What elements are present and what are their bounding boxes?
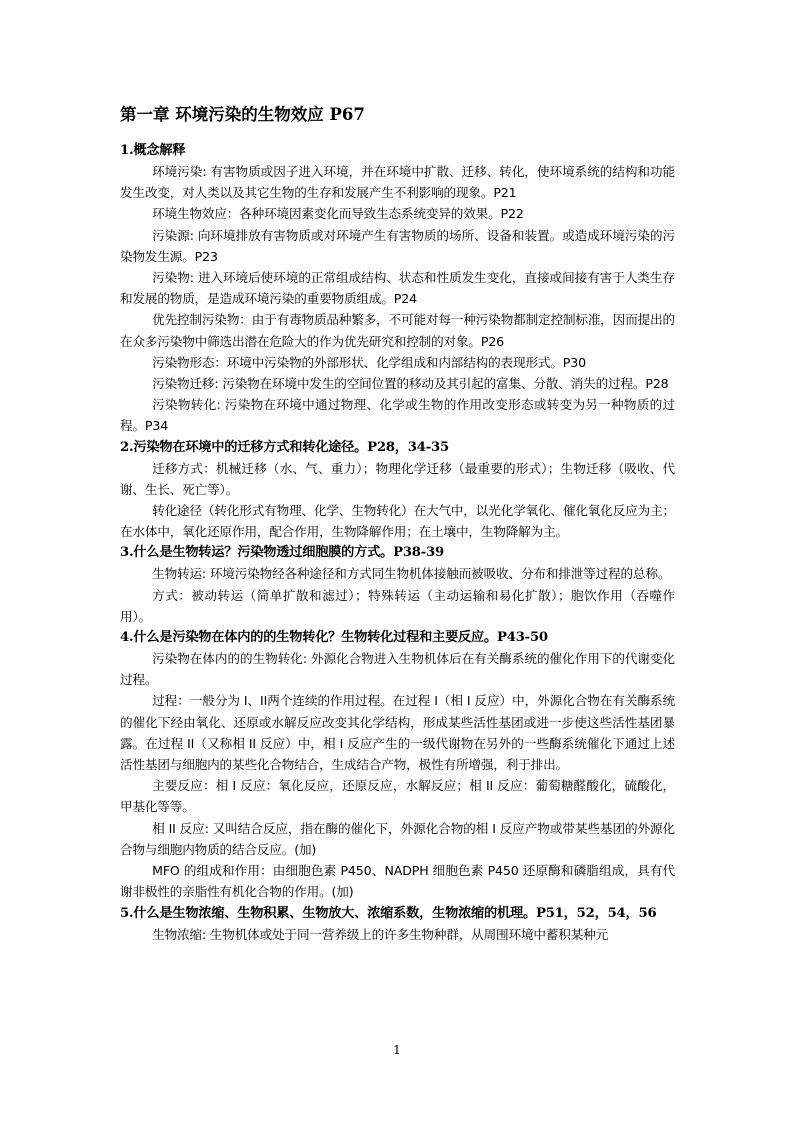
paragraph: 污染物: 进入环境后使环境的正常组成结构、状态和性质发生变化，直接或间接有害于人类生存和发展的物质，是造成环境污染的重要物质组成。P24 [120, 270, 675, 307]
section-heading: 2.污染物在环境中的迁移方式和转化途径。P28，34-35 [120, 439, 449, 455]
paragraph: 相 II 反应: 又叫结合反应，指在酶的催化下，外源化合物的相 I 反应产物或带某些基团的外源化合物与细胞内物质的结合反应。(加) [120, 820, 675, 857]
paragraph: MFO 的组成和作用：由细胞色素 P450、NADPH 细胞色素 P450 还原酶和磷脂组成，具有代谢非极性的亲脂性有机化合物的作用。(加) [120, 863, 675, 900]
page-number: 1 [393, 1043, 401, 1057]
paragraph: 污染物形态：环境中污染物的外部形状、化学组成和内部结构的表现形式。P30 [152, 354, 586, 370]
paragraph: 方式：被动转运（简单扩散和滤过）；特殊转运（主动运输和易化扩散）；胞饮作用（吞噬作用）。 [120, 587, 675, 624]
section-5 [120, 903, 675, 945]
section-heading: 3.什么是生物转运？污染物透过细胞膜的方式。P38-39 [120, 545, 445, 561]
paragraph: 污染物转化: 污染物在环境中通过物理、化学或生物的作用改变形态或转变为另一种物质的过程。P34 [120, 397, 675, 434]
paragraph: 主要反应：相 I 反应：氧化反应，还原反应，水解反应；相 II 反应：葡萄糖醛酸化，硫酸化，甲基化等等。 [120, 778, 675, 815]
paragraph: 环境生物效应：各种环境因素变化而导致生态系统变异的效果。P22 [152, 206, 524, 222]
section-1 [120, 140, 675, 437]
chapter-title: 第一章 环境污染的生物效应 P67 [120, 105, 365, 124]
paragraph: 转化途径（转化形式有物理、化学、生物转化）在大气中，以光化学氧化、催化氧化反应为主；在水体中，氧化还原作用，配合作用，生物降解作用；在土壤中，生物降解为主。 [120, 503, 675, 540]
paragraph: 优先控制污染物：由于有毒物质品种繁多，不可能对每一种污染物都制定控制标准，因而提出的在众多污染物中筛选出潜在危险大的作为优先研究和控制的对象。P26 [120, 312, 675, 349]
document-body [120, 140, 675, 945]
section-heading: 1.概念解释 [120, 143, 186, 158]
paragraph: 污染源: 向环境排放有害物质或对环境产生有害物质的场所、设备和装置。或造成环境污染的污染物发生源。P23 [120, 227, 675, 264]
paragraph: 生物转运: 环境污染物经各种途径和方式同生物机体接触而被吸收、分布和排泄等过程的总称。 [152, 566, 671, 582]
section-2 [120, 437, 675, 543]
paragraph: 污染物迁移: 污染物在环境中发生的空间位置的移动及其引起的富集、分散、消失的过程。P28 [152, 376, 669, 392]
section-3 [120, 542, 675, 627]
paragraph: 迁移方式：机械迁移（水、气、重力）；物理化学迁移（最重要的形式）；生物迁移（吸收、代谢、生长、死亡等）。 [120, 460, 675, 497]
paragraph: 生物浓缩: 生物机体或处于同一营养级上的许多生物种群，从周围环境中蓄积某种元 [152, 926, 609, 942]
paragraph: 环境污染: 有害物质或因子进入环境，并在环境中扩散、迁移、转化，使环境系统的结构和功能发生改变，对人类以及其它生物的生存和发展产生不利影响的现象。P21 [120, 164, 675, 201]
paragraph: 过程：一般分为 I、II两个连续的作用过程。在过程 I（相 I 反应）中，外源化合物在有关酶系统的催化下经由氧化、还原或水解反应改变其化学结构，形成某些活性基团或进一步使这些活性基团暴露。在过程 II（又称相 II 反应）中，相 I 反应产生的一级代谢物在另外的一些酶系统催化下通过上述活性基团与细胞内的某些化合物结合，生成结合产物，极性有所增强，利于排出。 [120, 693, 675, 773]
paragraph: 污染物在体内的的生物转化: 外源化合物进入生物机体后在有关酶系统的催化作用下的代谢变化过程。 [120, 651, 675, 688]
document-page [120, 104, 675, 945]
section-heading: 4.什么是污染物在体内的的生物转化？生物转化过程和主要反应。P43-50 [120, 630, 548, 646]
section-heading: 5.什么是生物浓缩、生物积累、生物放大、浓缩系数，生物浓缩的机理。P51，52，54，56 [120, 905, 657, 921]
section-4 [120, 627, 675, 902]
